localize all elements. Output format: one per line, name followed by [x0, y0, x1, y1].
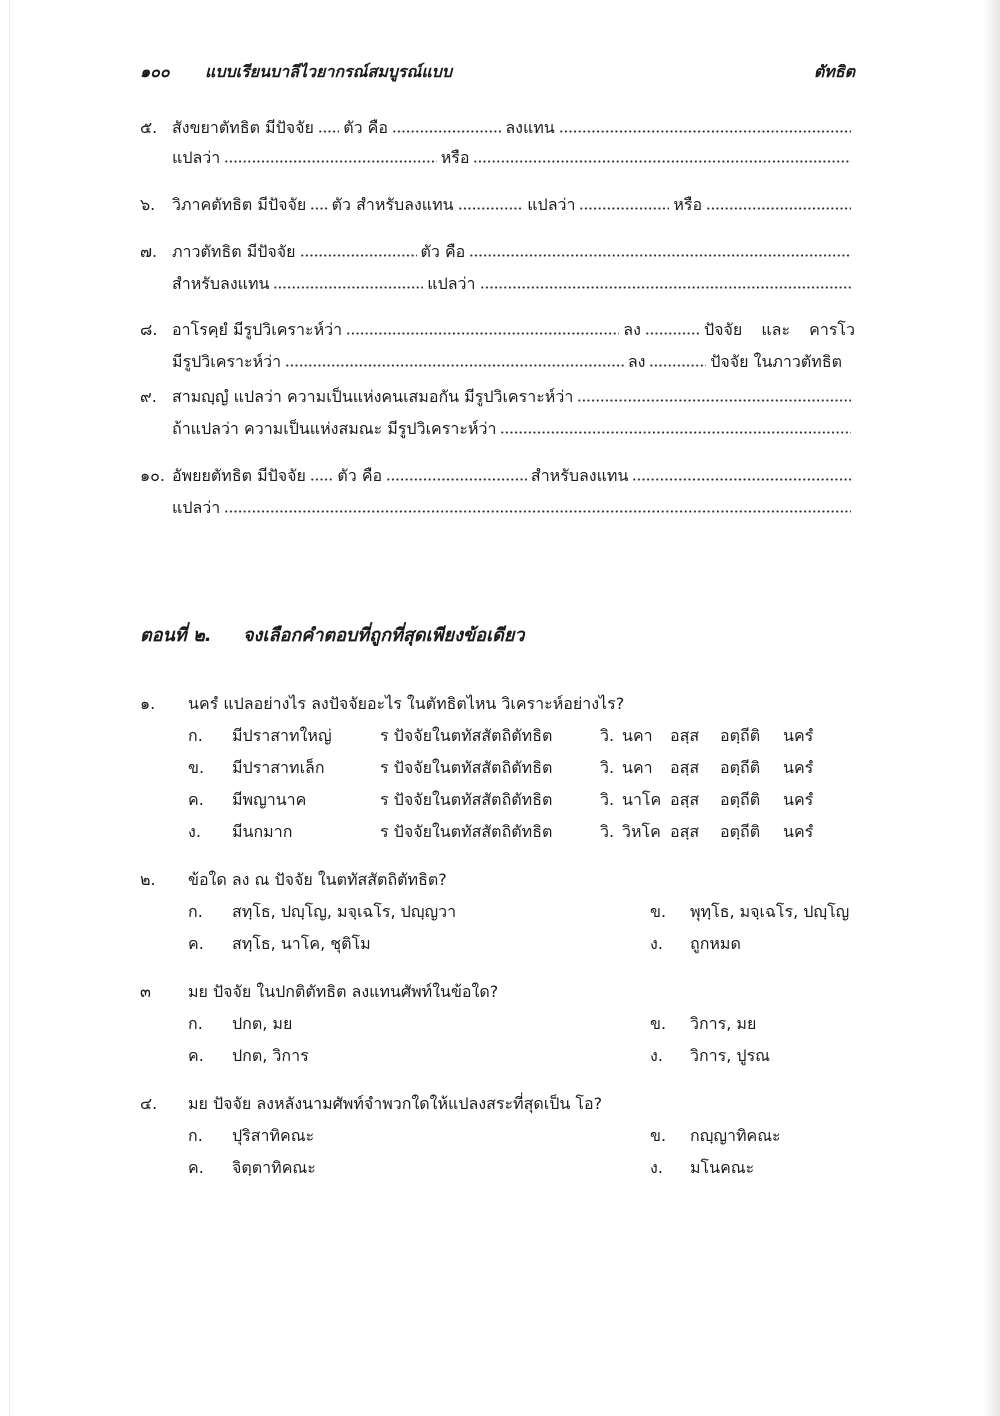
option-letter: ข.: [650, 1126, 667, 1145]
answer-blank: [310, 207, 327, 210]
analysis-word: นครํ: [783, 790, 814, 809]
answer-blank: [632, 478, 851, 481]
option-letter: ค.: [188, 790, 204, 809]
item-text: ลง: [627, 352, 646, 371]
item-6-line-1: [172, 193, 855, 217]
option-letter: ข.: [650, 902, 667, 921]
question-text: ข้อใด ลง ณ ปัจจัย ในตทัสสัตถิตัทธิต?: [188, 870, 447, 889]
question-text: มย ปัจจัย ในปกติตัทธิต ลงแทนศัพท์ในข้อใด?: [188, 982, 499, 1001]
item-number: ๕.: [140, 118, 158, 137]
item-text: ปัจจัย และ คารโว: [703, 320, 855, 339]
option-letter: ก.: [188, 1126, 203, 1145]
analysis-word: อตฺถีติ: [720, 726, 761, 745]
analysis-word: วิหโค: [622, 822, 661, 841]
answer-blank: [300, 254, 417, 257]
option-suffix: ร ปัจจัยในตทัสสัตถิตัทธิต: [380, 758, 553, 777]
item-text: หรือ: [673, 195, 703, 214]
scan-edge-left: [9, 0, 10, 1416]
option-text: วิการ, มย: [690, 1014, 757, 1033]
option-suffix: ร ปัจจัยในตทัสสัตถิตัทธิต: [380, 726, 553, 745]
item-number: ๘.: [140, 320, 158, 339]
item-text: แปลว่า: [172, 498, 221, 517]
answer-blank: [458, 207, 524, 210]
item-number: ๑๐.: [140, 466, 166, 485]
analysis-word: อตฺถีติ: [720, 758, 761, 777]
option-text: สทฺโธ, ปญฺโญ, มจฺเฉโร, ปญฺญวา: [232, 902, 457, 921]
item-text: สำหรับลงแทน: [530, 466, 629, 485]
item-text: อาโรคฺยํ มีรูปวิเคราะห์ว่า: [172, 320, 343, 339]
option-text: ปกต, มย: [232, 1014, 293, 1033]
option-meaning: มีพญานาค: [232, 790, 307, 809]
answer-blank: [649, 364, 706, 367]
analysis-word: วิ.: [600, 758, 615, 777]
analysis-word: อตฺถีติ: [720, 822, 761, 841]
analysis-word: นครํ: [783, 758, 814, 777]
item-text: ตัว สำหรับลงแทน: [331, 195, 454, 214]
analysis-word: อสฺส: [670, 790, 700, 809]
answer-blank: [273, 286, 423, 289]
answer-blank: [480, 286, 852, 289]
item-10-line-2: [172, 496, 855, 520]
item-text: ภาวตัทธิต มีปัจจัย: [172, 242, 296, 261]
option-meaning: มีปราสาทใหญ่: [232, 726, 332, 745]
page-number: ๑๐๐: [140, 62, 170, 81]
item-text: สำหรับลงแทน: [172, 274, 270, 293]
item-text: ตัว คือ: [420, 242, 466, 261]
item-text: ลงแทน: [505, 118, 555, 137]
item-text: สามญฺญํ แปลว่า ความเป็นแห่งคนเสมอกัน มีรูปวิเคราะห์ว่า: [172, 387, 574, 406]
option-letter: ง.: [650, 1046, 663, 1065]
item-7-line-1: [172, 240, 855, 264]
option-letter: ข.: [650, 1014, 667, 1033]
option-letter: ง.: [650, 1158, 663, 1177]
answer-blank: [559, 130, 851, 133]
option-meaning: มีปราสาทเล็ก: [232, 758, 325, 777]
item-number: ๗.: [140, 242, 158, 261]
analysis-word: นาโค: [622, 790, 662, 809]
item-9-line-1: [172, 385, 855, 409]
analysis-word: อสฺส: [670, 822, 700, 841]
option-analysis: [600, 820, 813, 844]
section-label: ตอนที่ ๒.: [140, 625, 212, 646]
item-8-line-2: [172, 350, 842, 374]
option-letter: ค.: [188, 934, 204, 953]
option-analysis: [600, 724, 813, 748]
answer-blank: [500, 431, 851, 434]
item-text: หรือ: [440, 148, 470, 167]
scan-edge-right: [984, 0, 1000, 1416]
item-text: ตัว คือ: [337, 466, 383, 485]
option-text: ถูกหมด: [690, 934, 741, 953]
item-7-line-2: [172, 272, 855, 296]
answer-blank: [706, 207, 851, 210]
item-5-line-1: [172, 116, 855, 140]
item-text: สังขยาตัทธิต มีปัจจัย: [172, 118, 314, 137]
analysis-word: วิ.: [600, 790, 615, 809]
question-number: ๔.: [140, 1094, 158, 1113]
analysis-word: วิ.: [600, 822, 615, 841]
option-letter: ก.: [188, 902, 203, 921]
analysis-word: อสฺส: [670, 758, 700, 777]
item-9-line-2: [172, 417, 855, 441]
answer-blank: [386, 478, 527, 481]
option-suffix: ร ปัจจัยในตทัสสัตถิตัทธิต: [380, 790, 553, 809]
question-number: ๑.: [140, 694, 156, 713]
answer-blank: [473, 160, 851, 163]
item-10-line-1: [172, 464, 855, 488]
item-text: อัพยยตัทธิต มีปัจจัย: [172, 466, 306, 485]
option-text: ปุริสาทิคณะ: [232, 1126, 315, 1145]
question-number: ๒.: [140, 870, 156, 889]
option-letter: ค.: [188, 1158, 204, 1177]
answer-blank: [224, 160, 436, 163]
item-number: ๖.: [140, 195, 156, 214]
option-text: กญฺญาทิคณะ: [690, 1126, 781, 1145]
answer-blank: [310, 478, 333, 481]
answer-blank: [224, 510, 851, 513]
analysis-word: นครํ: [783, 726, 814, 745]
option-letter: ค.: [188, 1046, 204, 1065]
option-text: ปกต, วิการ: [232, 1046, 309, 1065]
answer-blank: [469, 254, 851, 257]
item-text: แปลว่า: [427, 274, 476, 293]
option-letter: ก.: [188, 1014, 203, 1033]
option-analysis: [600, 756, 813, 780]
question-number: ๓: [140, 982, 151, 1001]
option-text: พุทฺโธ, มจฺเฉโร, ปญฺโญ: [690, 902, 850, 921]
option-letter: ง.: [650, 934, 663, 953]
option-letter: ข.: [188, 758, 205, 777]
item-text: ปัจจัย ในภาวตัทธิต: [710, 352, 842, 371]
option-suffix: ร ปัจจัยในตทัสสัตถิตัทธิต: [380, 822, 553, 841]
answer-blank: [577, 399, 851, 402]
book-title: แบบเรียนบาลีไวยากรณ์สมบูรณ์แบบ: [205, 62, 452, 81]
answer-blank: [645, 332, 700, 335]
option-meaning: มีนกมาก: [232, 822, 293, 841]
question-text: นครํ แปลอย่างไร ลงปัจจัยอะไร ในตัทธิตไหน วิเคราะห์อย่างไร?: [188, 694, 625, 713]
question-text: มย ปัจจัย ลงหลังนามศัพท์จำพวกใดให้แปลงสระที่สุดเป็น โอ?: [188, 1094, 603, 1113]
answer-blank: [346, 332, 619, 335]
item-8-line-1: [172, 318, 855, 342]
answer-blank: [285, 364, 624, 367]
analysis-word: นคา: [622, 726, 653, 745]
option-text: วิการ, ปูรณ: [690, 1046, 771, 1065]
chapter-title: ตัทธิต: [813, 62, 855, 81]
item-text: ตัว คือ: [343, 118, 388, 137]
option-letter: ก.: [188, 726, 203, 745]
item-text: ลง: [623, 320, 641, 339]
option-text: มโนคณะ: [690, 1158, 755, 1177]
answer-blank: [579, 207, 669, 210]
option-letter: ง.: [188, 822, 201, 841]
answer-blank: [392, 130, 501, 133]
section-instruction: จงเลือกคำตอบที่ถูกที่สุดเพียงข้อเดียว: [243, 625, 525, 646]
option-text: สทฺโธ, นาโค, ชุติโม: [232, 934, 371, 953]
option-analysis: [600, 788, 813, 812]
analysis-word: อตฺถีติ: [720, 790, 761, 809]
item-number: ๙.: [140, 387, 157, 406]
analysis-word: วิ.: [600, 726, 615, 745]
item-text: แปลว่า: [527, 195, 576, 214]
item-text: วิภาคตัทธิต มีปัจจัย: [172, 195, 307, 214]
option-text: จิตฺตาทิคณะ: [232, 1158, 316, 1177]
item-text: ถ้าแปลว่า ความเป็นแห่งสมณะ มีรูปวิเคราะห์ว่า: [172, 419, 497, 438]
analysis-word: อสฺส: [670, 726, 700, 745]
analysis-word: นคา: [622, 758, 653, 777]
item-text: มีรูปวิเคราะห์ว่า: [172, 352, 282, 371]
item-5-line-2: [172, 146, 855, 170]
answer-blank: [318, 130, 339, 133]
analysis-word: นครํ: [783, 822, 814, 841]
item-text: แปลว่า: [172, 148, 221, 167]
